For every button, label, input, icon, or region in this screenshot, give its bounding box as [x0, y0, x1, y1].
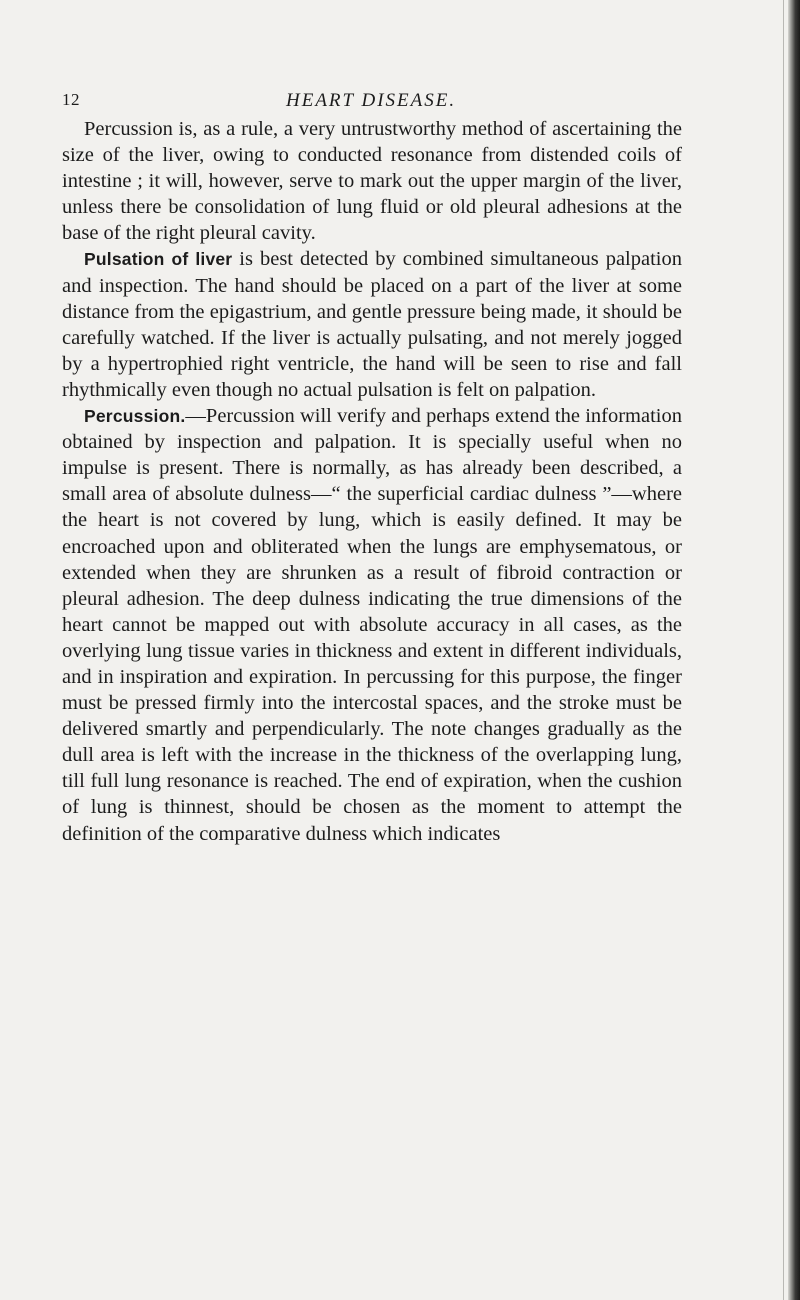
page-number: 12	[62, 90, 80, 109]
page-gutter-line	[783, 0, 784, 1300]
page-binding-edge	[788, 0, 800, 1300]
body-text	[62, 116, 682, 847]
paragraph-text: —Percussion will verify and perhaps extend the information obtained by inspection and palpation. It is specially useful when no impulse is present. There is normally, as has already been described, a small area of absolute dulness—“ the superficial cardiac dulness ”—where the heart is not covered by lung, which is easily defined. It may be encroached upon and obliterated when the lungs are emphysematous, or extended when they are shrunken as a result of fibroid contraction or pleural adhesion. The deep dulness indicating the true dimensions of the heart cannot be mapped out with absolute accuracy in all cases, as the overlying lung tissue varies in thickness and extent in different individuals, and in inspiration and expiration. In percussing for this purpose, the finger must be pressed firmly into the intercostal spaces, and the stroke must be delivered smartly and perpendicularly. The note changes gradually as the dull area is left with the increase in the thickness of the overlapping lung, till full lung resonance is reached. The end of expiration, when the cushion of lung is thinnest, should be chosen as the moment to attempt the definition of the comparative dulness which indicates	[62, 405, 682, 845]
run-in-heading: Percussion.	[84, 406, 186, 427]
paragraph-text: Percussion is, as a rule, a very untrustworthy method of ascertaining the size of the liver, owing to conducted resonance from distended coils of intestine ; it will, however, serve to mark out the upper margin of the liver, unless there be consolidation of lung fluid or old pleural adhesions at the base of the right pleural cavity.	[62, 118, 682, 245]
paragraph-pulsation-of-liver	[62, 246, 682, 403]
paragraph-text: is best detected by combined simultaneous palpation and inspection. The hand should be placed on a part of the liver at some distance from the epigastrium, and gentle pressure being made, it should be carefully watched. If the liver is actually pulsating, and not merely jogged by a hypertrophied right ventricle, the hand will be seen to rise and fall rhythmically even though no actual pulsation is felt on palpation.	[62, 248, 682, 401]
run-in-heading: Pulsation of liver	[84, 249, 233, 270]
running-head: HEART DISEASE.	[286, 90, 457, 111]
paragraph-percussion	[62, 403, 682, 847]
page-header	[62, 90, 682, 116]
paragraph-liver-percussion	[62, 116, 682, 246]
